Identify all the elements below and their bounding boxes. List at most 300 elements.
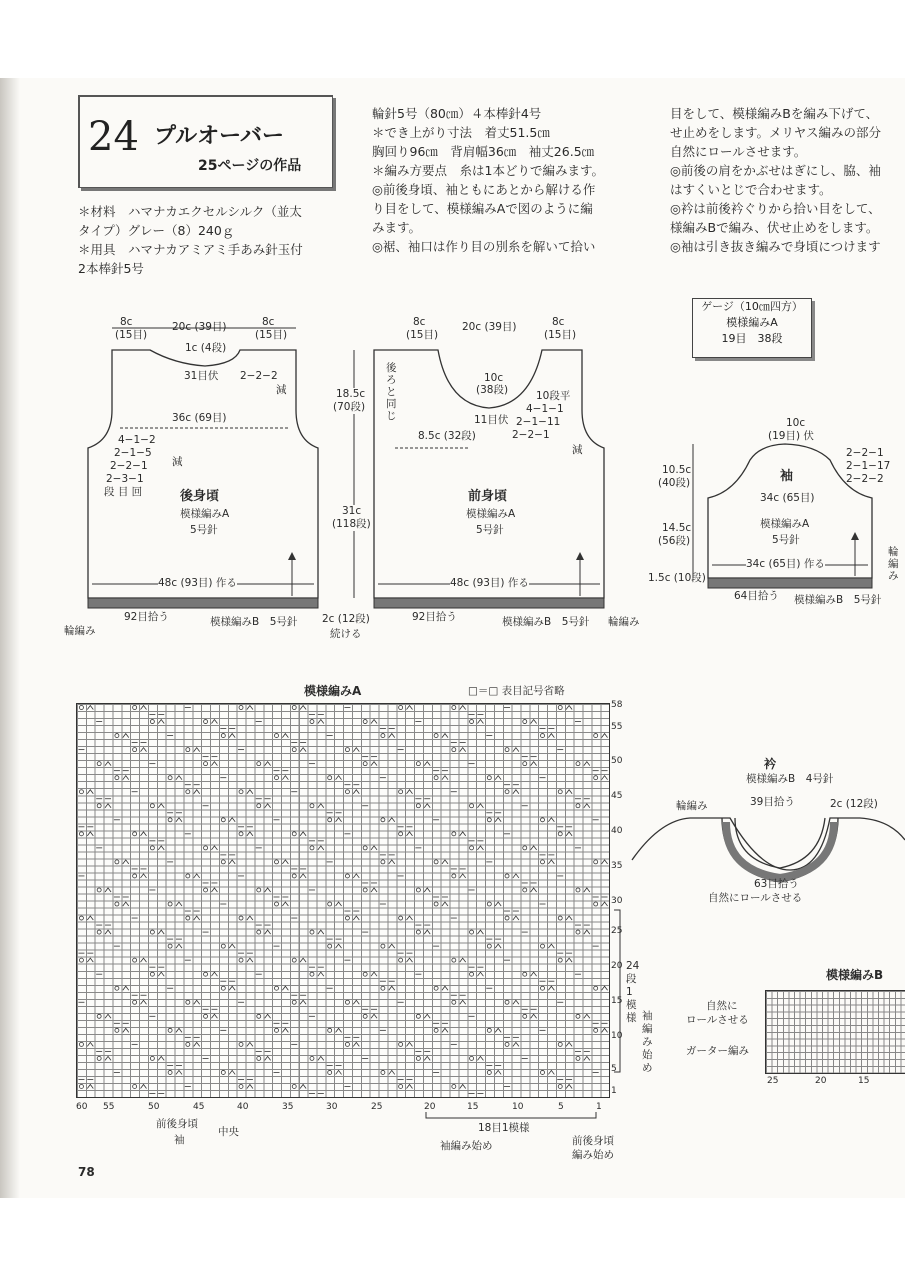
stitch-symbol bbox=[584, 762, 590, 766]
collar-pattern: 模様編みB 4号針 bbox=[746, 773, 834, 785]
stitch-symbol bbox=[407, 790, 413, 794]
stitch-symbol bbox=[105, 888, 111, 892]
stitch-symbol bbox=[300, 958, 306, 962]
stitch-symbol bbox=[257, 762, 261, 766]
stitch-symbol bbox=[105, 1014, 111, 1018]
stitch-symbol bbox=[424, 1014, 430, 1018]
stitch-symbol bbox=[176, 944, 182, 948]
stitch-symbol bbox=[204, 762, 208, 766]
front-top-left: 8c bbox=[413, 316, 426, 328]
stitch-symbol bbox=[176, 818, 182, 822]
stitch-symbol bbox=[548, 944, 554, 948]
chart-a-symbols bbox=[77, 704, 609, 1097]
stitch-symbol bbox=[221, 944, 225, 948]
stitch-symbol bbox=[345, 1000, 349, 1004]
stitch-symbol bbox=[176, 1070, 182, 1074]
stitch-symbol bbox=[247, 958, 253, 962]
stitch-symbol bbox=[477, 846, 483, 850]
stitch-symbol bbox=[300, 1084, 306, 1088]
stitch-symbol bbox=[292, 748, 296, 752]
stitch-symbol bbox=[513, 1000, 519, 1004]
stitch-symbol bbox=[150, 930, 154, 934]
stitch-symbol bbox=[328, 1028, 332, 1032]
stitch-symbol bbox=[495, 1070, 501, 1074]
front-neck-dec: 2−2−1 bbox=[512, 429, 550, 441]
chart-a-y-tick: 55 bbox=[611, 722, 623, 732]
front-neck-depth-rows: (38段) bbox=[476, 384, 509, 396]
stitch-symbol bbox=[353, 916, 359, 920]
stitch-symbol bbox=[133, 832, 137, 836]
stitch-symbol bbox=[310, 1056, 314, 1060]
stitch-symbol bbox=[97, 930, 101, 934]
stitch-symbol bbox=[371, 1014, 377, 1018]
stitch-symbol bbox=[513, 790, 519, 794]
front-top-right: 8c bbox=[552, 316, 565, 328]
stitch-symbol bbox=[345, 916, 349, 920]
sleeve-rib: 輪編み bbox=[888, 546, 899, 582]
stitch-symbol bbox=[460, 874, 466, 878]
stitch-symbol bbox=[328, 944, 332, 948]
front-name: 前身頃 bbox=[468, 489, 508, 504]
stitch-symbol bbox=[558, 916, 562, 920]
stitch-symbol bbox=[239, 790, 243, 794]
stitch-symbol bbox=[168, 818, 172, 822]
collar-pickup-top: 39目拾う bbox=[750, 796, 795, 808]
chart-a-x-tick: 50 bbox=[148, 1102, 160, 1112]
instructions-line: り目をして、模様編みAで図のように編 bbox=[372, 201, 593, 216]
stitch-symbol bbox=[594, 734, 598, 738]
stitch-symbol bbox=[389, 734, 395, 738]
stitch-symbol bbox=[407, 832, 413, 836]
stitch-symbol bbox=[229, 860, 235, 864]
chart-a-sleeve-start-h: 袖編み始め bbox=[440, 1140, 493, 1152]
stitch-symbol bbox=[477, 1056, 483, 1060]
stitch-symbol bbox=[211, 846, 217, 850]
stitch-symbol bbox=[133, 1084, 137, 1088]
stitch-symbol bbox=[257, 1014, 261, 1018]
stitch-symbol bbox=[282, 860, 288, 864]
back-arm-dec: 4−1−2 bbox=[118, 434, 156, 446]
stitch-symbol bbox=[115, 1028, 119, 1032]
back-neck-dec: 2−2−2 bbox=[240, 370, 278, 382]
stitch-symbol bbox=[133, 748, 137, 752]
instructions-line: みます。 bbox=[372, 220, 422, 235]
stitch-symbol bbox=[389, 944, 395, 948]
stitch-symbol bbox=[150, 1056, 154, 1060]
stitch-symbol bbox=[345, 748, 349, 752]
tools-line: ＊用具 ハマナカアミアミ手あみ針玉付 bbox=[78, 242, 303, 257]
stitch-symbol bbox=[470, 1056, 474, 1060]
stitch-symbol bbox=[477, 720, 483, 724]
stitch-symbol bbox=[186, 1042, 190, 1046]
stitch-symbol bbox=[407, 706, 413, 710]
front-neck-bind: 11目伏 bbox=[474, 414, 509, 426]
stitch-symbol bbox=[460, 832, 466, 836]
stitch-symbol bbox=[318, 972, 324, 976]
chart-a-y-tick: 58 bbox=[611, 700, 623, 710]
hem-height: 2c (12段) bbox=[322, 613, 370, 625]
stitch-symbol bbox=[381, 1070, 385, 1074]
sleeve-hem-height: 1.5c (10段) bbox=[648, 572, 706, 584]
stitch-symbol bbox=[115, 776, 119, 780]
sleeve-cast-on: 34c (65目) 作る bbox=[746, 558, 825, 570]
stitch-symbol bbox=[300, 1000, 306, 1004]
chart-b-x-tick: 20 bbox=[815, 1076, 827, 1086]
front-hem: 模様編みB 5号針 bbox=[502, 616, 590, 628]
stitch-symbol bbox=[150, 804, 154, 808]
stitch-symbol bbox=[513, 874, 519, 878]
stitch-symbol bbox=[204, 720, 208, 724]
stitch-symbol bbox=[460, 706, 466, 710]
stitch-symbol bbox=[133, 874, 137, 878]
stitch-symbol bbox=[123, 860, 129, 864]
stitch-symbol bbox=[257, 1056, 261, 1060]
collar-rib: 輪編み bbox=[676, 800, 708, 812]
stitch-symbol bbox=[211, 972, 217, 976]
stitch-symbol bbox=[158, 972, 164, 976]
stitch-symbol bbox=[566, 958, 572, 962]
front-neck-dec: 4−1−1 bbox=[526, 403, 564, 415]
stitch-symbol bbox=[141, 706, 147, 710]
stitch-symbol bbox=[265, 1056, 271, 1060]
stitch-symbol bbox=[247, 1084, 253, 1088]
stitch-symbol bbox=[487, 1070, 491, 1074]
stitch-symbol bbox=[558, 1084, 562, 1088]
stitch-symbol bbox=[275, 986, 279, 990]
stitch-symbol bbox=[460, 748, 466, 752]
stitch-symbol bbox=[548, 734, 554, 738]
stitch-symbol bbox=[505, 1042, 509, 1046]
stitch-symbol bbox=[336, 1070, 342, 1074]
stitch-symbol bbox=[87, 790, 93, 794]
chart-a-center: 中央 bbox=[218, 1126, 239, 1138]
stitch-symbol bbox=[336, 944, 342, 948]
stitch-symbol bbox=[470, 930, 474, 934]
stitch-symbol bbox=[442, 1028, 448, 1032]
stitch-symbol bbox=[442, 986, 448, 990]
stitch-symbol bbox=[523, 888, 527, 892]
sleeve-needle: 5号針 bbox=[772, 534, 800, 546]
stitch-symbol bbox=[176, 1028, 182, 1032]
stitch-symbol bbox=[211, 888, 217, 892]
stitch-symbol bbox=[105, 762, 111, 766]
stitch-symbol bbox=[79, 706, 83, 710]
hem-continue: 続ける bbox=[330, 628, 362, 640]
stitch-symbol bbox=[186, 916, 190, 920]
stitch-symbol bbox=[194, 916, 200, 920]
stitch-symbol bbox=[424, 930, 430, 934]
stitch-symbol bbox=[566, 916, 572, 920]
front-top-mid: 20c (39目) bbox=[462, 321, 517, 333]
stitch-symbol bbox=[566, 790, 572, 794]
collar-roll: 自然にロールさせる bbox=[708, 892, 803, 904]
body-height: 31c bbox=[342, 505, 362, 517]
chart-a-x-tick: 60 bbox=[76, 1102, 88, 1112]
stitch-symbol bbox=[123, 902, 129, 906]
stitch-symbol bbox=[407, 916, 413, 920]
stitch-symbol bbox=[282, 776, 288, 780]
chart-a-y-tick: 5 bbox=[611, 1064, 617, 1074]
stitch-symbol bbox=[328, 818, 332, 822]
back-neck-bind: 31目伏 bbox=[184, 370, 219, 382]
stitch-symbol bbox=[353, 790, 359, 794]
stitch-symbol bbox=[133, 958, 137, 962]
front-pickup: 92目拾う bbox=[412, 611, 457, 623]
stitch-symbol bbox=[211, 762, 217, 766]
stitch-symbol bbox=[505, 1000, 509, 1004]
stitch-symbol bbox=[353, 1000, 359, 1004]
stitch-symbol bbox=[513, 748, 519, 752]
stitch-symbol bbox=[292, 832, 296, 836]
front-hem-band bbox=[374, 598, 604, 608]
stitch-symbol bbox=[336, 902, 342, 906]
stitch-symbol bbox=[505, 874, 509, 878]
stitch-symbol bbox=[424, 762, 430, 766]
sleeve-cap-dec: 2−2−1 bbox=[846, 447, 884, 459]
stitch-symbol bbox=[247, 706, 253, 710]
back-top-right: 8c bbox=[262, 316, 275, 328]
stitch-symbol bbox=[576, 888, 580, 892]
front-pattern: 模様編みA bbox=[466, 508, 516, 520]
stitch-symbol bbox=[558, 1042, 562, 1046]
stitch-symbol bbox=[275, 776, 279, 780]
stitch-symbol bbox=[407, 958, 413, 962]
stitch-symbol bbox=[123, 986, 129, 990]
stitch-symbol bbox=[141, 958, 147, 962]
stitch-symbol bbox=[239, 832, 243, 836]
stitch-symbol bbox=[371, 972, 377, 976]
chart-a-repeat-rows: 24段1模様 bbox=[626, 960, 640, 1024]
stitch-symbol bbox=[407, 1042, 413, 1046]
instructions-line: ◎袖は引き抜き編みで身頃につけます bbox=[670, 239, 881, 254]
stitch-symbol bbox=[399, 958, 403, 962]
back-rib-label: 輪編み bbox=[64, 625, 96, 637]
stitch-symbol bbox=[594, 902, 598, 906]
stitch-symbol bbox=[168, 776, 172, 780]
back-cast-on: 48c (93目) 作る bbox=[158, 577, 237, 589]
stitch-symbol bbox=[265, 762, 271, 766]
stitch-symbol bbox=[87, 958, 93, 962]
stitch-symbol bbox=[221, 818, 225, 822]
stitch-symbol bbox=[123, 1028, 129, 1032]
stitch-symbol bbox=[141, 1000, 147, 1004]
stitch-symbol bbox=[594, 1028, 598, 1032]
stitch-symbol bbox=[158, 846, 164, 850]
chart-a-x-tick: 35 bbox=[282, 1102, 294, 1112]
materials-line: ＊材料 ハマナカエクセルシルク（並太 bbox=[78, 204, 302, 219]
stitch-symbol bbox=[558, 832, 562, 836]
instructions-line: ◎前後の肩をかぶせはぎにし、脇、袖 bbox=[670, 163, 881, 178]
back-arm-legend: 段 目 回 bbox=[104, 486, 143, 498]
instructions-line: ◎裾、袖口は作り目の別糸を解いて拾い bbox=[372, 239, 596, 254]
stitch-symbol bbox=[487, 944, 491, 948]
stitch-symbol bbox=[389, 818, 395, 822]
stitch-symbol bbox=[221, 986, 225, 990]
stitch-symbol bbox=[150, 846, 154, 850]
chart-a-y-tick: 30 bbox=[611, 896, 623, 906]
stitch-symbol bbox=[345, 790, 349, 794]
stitch-symbol bbox=[194, 874, 200, 878]
stitch-symbol bbox=[399, 1042, 403, 1046]
collar-band bbox=[726, 822, 834, 878]
stitch-symbol bbox=[371, 720, 377, 724]
stitch-symbol bbox=[87, 832, 93, 836]
stitch-symbol bbox=[363, 720, 367, 724]
stitch-symbol bbox=[434, 776, 438, 780]
stitch-symbol bbox=[487, 776, 491, 780]
sleeve-hem: 模様編みB 5号針 bbox=[794, 594, 882, 606]
gauge-value: 19目 38段 bbox=[721, 332, 783, 345]
stitch-symbol bbox=[158, 804, 164, 808]
stitch-symbol bbox=[257, 804, 261, 808]
stitch-symbol bbox=[300, 832, 306, 836]
stitch-symbol bbox=[97, 1056, 101, 1060]
stitch-symbol bbox=[300, 706, 306, 710]
sleeve-cap-height: 10.5c bbox=[662, 464, 692, 476]
stitch-symbol bbox=[239, 958, 243, 962]
stitch-symbol bbox=[79, 832, 83, 836]
back-neck-rows: 1c (4段) bbox=[185, 342, 227, 354]
front-neck-dec-label: 減 bbox=[572, 444, 583, 456]
back-arm-dec: 2−2−1 bbox=[110, 460, 148, 472]
stitch-symbol bbox=[470, 804, 474, 808]
stitch-symbol bbox=[460, 1084, 466, 1088]
chart-a-x-tick: 30 bbox=[326, 1102, 338, 1112]
stitch-symbol bbox=[531, 720, 537, 724]
stitch-symbol bbox=[442, 902, 448, 906]
stitch-symbol bbox=[265, 888, 271, 892]
stitch-symbol bbox=[176, 902, 182, 906]
stitch-symbol bbox=[79, 1042, 83, 1046]
front-same-as-back: 後ろと同じ bbox=[386, 362, 397, 422]
stitch-symbol bbox=[123, 776, 129, 780]
stitch-symbol bbox=[460, 958, 466, 962]
stitch-symbol bbox=[541, 860, 545, 864]
instructions-line: 胸回り96㎝ 背肩幅36㎝ 袖丈26.5㎝ bbox=[372, 144, 595, 159]
stitch-symbol bbox=[602, 860, 608, 864]
stitch-symbol bbox=[452, 832, 456, 836]
stitch-symbol bbox=[97, 888, 101, 892]
stitch-symbol bbox=[495, 944, 501, 948]
stitch-symbol bbox=[505, 916, 509, 920]
stitch-symbol bbox=[247, 916, 253, 920]
chart-b-x-tick: 15 bbox=[858, 1076, 870, 1086]
front-top-left-sts: (15目) bbox=[406, 329, 439, 341]
stitch-symbol bbox=[105, 930, 111, 934]
chart-a-legend: □＝□ 表目記号省略 bbox=[468, 685, 565, 697]
stitch-symbol bbox=[399, 1084, 403, 1088]
instructions-line: 様編みBで編み、伏せ止めをします。 bbox=[670, 220, 879, 235]
stitch-symbol bbox=[513, 1042, 519, 1046]
front-neck-dec: 10段平 bbox=[536, 390, 571, 402]
stitch-symbol bbox=[97, 762, 101, 766]
stitch-symbol bbox=[371, 762, 377, 766]
stitch-symbol bbox=[381, 818, 385, 822]
back-needle: 5号針 bbox=[190, 524, 218, 536]
stitch-symbol bbox=[282, 902, 288, 906]
stitch-symbol bbox=[194, 1042, 200, 1046]
stitch-symbol bbox=[204, 1014, 208, 1018]
stitch-symbol bbox=[310, 846, 314, 850]
stitch-symbol bbox=[416, 804, 420, 808]
stitch-symbol bbox=[336, 776, 342, 780]
stitch-symbol bbox=[247, 1042, 253, 1046]
stitch-symbol bbox=[594, 986, 598, 990]
chart-a-x-tick: 15 bbox=[467, 1102, 479, 1112]
stitch-symbol bbox=[416, 762, 420, 766]
stitch-symbol bbox=[239, 1084, 243, 1088]
collar-rows: 2c (12段) bbox=[830, 798, 878, 810]
chart-a-y-tick: 25 bbox=[611, 926, 623, 936]
stitch-symbol bbox=[239, 1042, 243, 1046]
pattern-subtitle: 25ページの作品 bbox=[198, 158, 302, 174]
stitch-symbol bbox=[424, 1056, 430, 1060]
stitch-symbol bbox=[141, 874, 147, 878]
stitch-symbol bbox=[275, 1028, 279, 1032]
stitch-symbol bbox=[318, 1056, 324, 1060]
stitch-symbol bbox=[416, 1056, 420, 1060]
stitch-symbol bbox=[523, 762, 527, 766]
stitch-symbol bbox=[470, 846, 474, 850]
stitch-symbol bbox=[477, 972, 483, 976]
stitch-symbol bbox=[434, 1028, 438, 1032]
back-arm-dec-label: 減 bbox=[172, 456, 183, 468]
stitch-symbol bbox=[584, 804, 590, 808]
stitch-symbol bbox=[434, 986, 438, 990]
stitch-symbol bbox=[381, 944, 385, 948]
stitch-symbol bbox=[282, 986, 288, 990]
stitch-symbol bbox=[416, 888, 420, 892]
stitch-symbol bbox=[541, 986, 545, 990]
stitch-symbol bbox=[442, 734, 448, 738]
tools-line: 2本棒針5号 bbox=[78, 261, 144, 276]
stitch-symbol bbox=[452, 706, 456, 710]
stitch-symbol bbox=[531, 1014, 537, 1018]
stitch-symbol bbox=[292, 1084, 296, 1088]
back-hem: 模様編みB 5号針 bbox=[210, 616, 298, 628]
stitch-symbol bbox=[247, 790, 253, 794]
stitch-symbol bbox=[318, 846, 324, 850]
instructions-line: 自然にロールさせます。 bbox=[670, 144, 807, 159]
stitch-symbol bbox=[141, 748, 147, 752]
stitch-symbol bbox=[168, 944, 172, 948]
stitch-symbol bbox=[123, 734, 129, 738]
front-top-right-sts: (15目) bbox=[544, 329, 577, 341]
chart-a-y-tick: 10 bbox=[611, 1031, 623, 1041]
sleeve-pattern: 模様編みA bbox=[760, 518, 810, 530]
front-rib-label: 輪編み bbox=[608, 616, 640, 628]
back-pattern: 模様編みA bbox=[180, 508, 230, 520]
stitch-symbol bbox=[452, 1084, 456, 1088]
collar-outline bbox=[632, 818, 905, 870]
stitch-symbol bbox=[310, 720, 314, 724]
stitch-symbol bbox=[221, 1070, 225, 1074]
stitch-symbol bbox=[292, 1000, 296, 1004]
stitch-symbol bbox=[229, 944, 235, 948]
stitch-symbol bbox=[389, 860, 395, 864]
stitch-symbol bbox=[381, 734, 385, 738]
stitch-symbol bbox=[87, 1084, 93, 1088]
stitch-symbol bbox=[487, 818, 491, 822]
sleeve-cap-height-rows: (40段) bbox=[658, 477, 691, 489]
stitch-symbol bbox=[105, 804, 111, 808]
stitch-symbol bbox=[168, 902, 172, 906]
stitch-symbol bbox=[328, 902, 332, 906]
chart-a-x-tick: 40 bbox=[237, 1102, 249, 1112]
instructions-line: ◎衿は前後衿ぐりから拾い目をして、 bbox=[670, 201, 881, 216]
stitch-symbol bbox=[105, 1056, 111, 1060]
stitch-symbol bbox=[141, 832, 147, 836]
